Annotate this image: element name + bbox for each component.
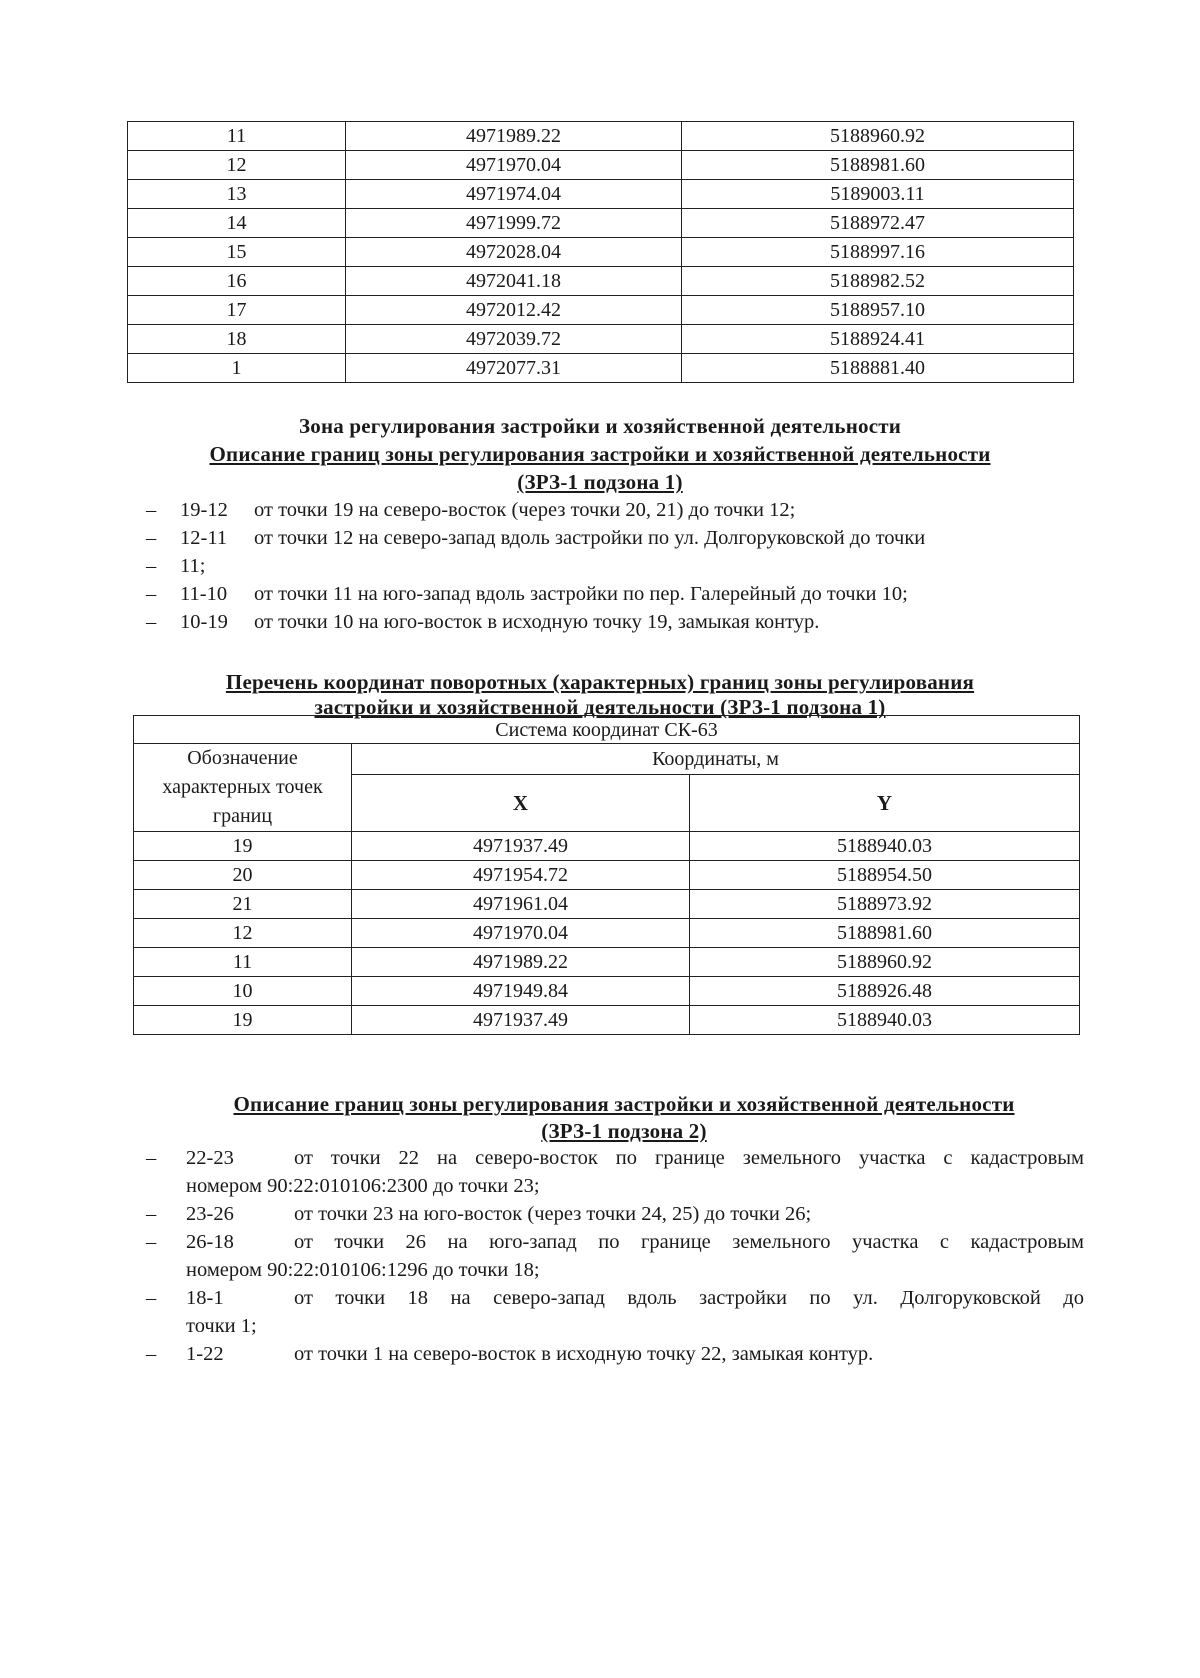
segment-code: 12-11 [180,527,228,549]
cell-point: 18 [128,325,346,354]
table-row [134,919,1080,948]
table-row [128,180,1074,209]
cell-x: 4971937.49 [352,1006,690,1035]
list-dash: – [146,1147,157,1169]
segment-text: от точки 26 на юго-запад по границе земельного участка с кадастровым [294,1231,1084,1253]
zone-subtitle-line2: (ЗРЗ-1 подзона 1) [517,470,683,494]
cell-x: 4971949.84 [352,977,690,1006]
cell-point: 11 [128,122,346,151]
cell-point: 17 [128,296,346,325]
cell-x: 4972012.42 [346,296,682,325]
segment-code: 26-18 [186,1231,234,1253]
coords-title-line1: Перечень координат поворотных (характерных) границ зоны регулирования [225,670,975,694]
coords-column-header: Координаты, м [352,744,1080,775]
list-dash: – [146,499,157,521]
coordinates-table-continued [127,121,1074,383]
segment-text: от точки 23 на юго-восток (через точки 24, 25) до точки 26; [294,1203,812,1225]
cell-point: 19 [134,832,352,861]
cell-y: 5188957.10 [682,296,1074,325]
cell-point: 12 [128,151,346,180]
table-row [128,296,1074,325]
y-column-header: Y [690,775,1080,832]
segment-code: 1-22 [186,1343,224,1365]
cell-point: 14 [128,209,346,238]
cell-y: 5189003.11 [682,180,1074,209]
list-dash: – [146,1343,157,1365]
cell-point: 1 [128,354,346,383]
cell-y: 5188997.16 [682,238,1074,267]
subzone2-title-line2: (ЗРЗ-1 подзона 2) [541,1119,707,1143]
cell-y: 5188960.92 [682,122,1074,151]
zone-subtitle-line1: Описание границ зоны регулирования застройки и хозяйственной деятельности [209,442,991,466]
segment-code: 11; [180,555,206,577]
cell-x: 4971970.04 [352,919,690,948]
cell-point: 12 [134,919,352,948]
cell-y: 5188940.03 [690,832,1080,861]
table-row [134,1006,1080,1035]
list-dash: – [146,1231,157,1253]
cell-point: 15 [128,238,346,267]
cell-point: 21 [134,890,352,919]
cell-point: 19 [134,1006,352,1035]
cell-point: 16 [128,267,346,296]
cell-y: 5188982.52 [682,267,1074,296]
segment-code: 22-23 [186,1147,234,1169]
segment-text-continuation: номером 90:22:010106:2300 до точки 23; [186,1175,540,1197]
segment-text: от точки 22 на северо-восток по границе земельного участка с кадастровым [294,1147,1084,1169]
cell-x: 4971937.49 [352,832,690,861]
cell-x: 4971970.04 [346,151,682,180]
table-row [128,209,1074,238]
table-row [134,948,1080,977]
x-column-header: X [352,775,690,832]
cell-x: 4972039.72 [346,325,682,354]
cell-y: 5188940.03 [690,1006,1080,1035]
table-row [134,977,1080,1006]
cell-x: 4971954.72 [352,861,690,890]
segment-code: 19-12 [180,499,228,521]
point-column-header: Обозначение характерных точек границ [134,744,352,832]
coordinate-system-label: Система координат СК-63 [134,716,1080,744]
table-row [128,354,1074,383]
subzone2-title-line1: Описание границ зоны регулирования застройки и хозяйственной деятельности [233,1092,1015,1116]
zone-title: Зона регулирования застройки и хозяйственной деятельности [298,414,902,438]
table-row [128,267,1074,296]
table-row [134,890,1080,919]
table-row [128,151,1074,180]
list-dash: – [146,555,157,577]
list-dash: – [146,1287,157,1309]
segment-text: от точки 19 на северо-восток (через точки 20, 21) до точки 12; [254,499,796,521]
cell-y: 5188981.60 [682,151,1074,180]
cell-y: 5188954.50 [690,861,1080,890]
cell-y: 5188924.41 [682,325,1074,354]
cell-x: 4971961.04 [352,890,690,919]
cell-x: 4971989.22 [352,948,690,977]
cell-x: 4972028.04 [346,238,682,267]
segment-code: 18-1 [186,1287,224,1309]
segment-code: 23-26 [186,1203,234,1225]
cell-y: 5188881.40 [682,354,1074,383]
cell-y: 5188960.92 [690,948,1080,977]
cell-y: 5188981.60 [690,919,1080,948]
segment-text-continuation: точки 1; [186,1315,257,1337]
coords-title-line2: застройки и хозяйственной деятельности (ЗРЗ-1 подзона 1) [314,695,886,719]
table-row [134,832,1080,861]
cell-x: 4971974.04 [346,180,682,209]
cell-point: 10 [134,977,352,1006]
list-dash: – [146,583,157,605]
cell-x: 4972077.31 [346,354,682,383]
table-row [128,122,1074,151]
cell-x: 4971989.22 [346,122,682,151]
segment-code: 11-10 [180,583,228,605]
cell-x: 4972041.18 [346,267,682,296]
table-row [134,861,1080,890]
cell-y: 5188973.92 [690,890,1080,919]
segment-code: 10-19 [180,611,228,633]
coordinates-table-subzone-1 [133,715,1080,1035]
segment-text: от точки 12 на северо-запад вдоль застройки по ул. Долгоруковской до точки [254,527,926,549]
list-dash: – [146,1203,157,1225]
segment-text: от точки 10 на юго-восток в исходную точку 19, замыкая контур. [254,611,820,633]
list-dash: – [146,527,157,549]
cell-point: 20 [134,861,352,890]
cell-point: 13 [128,180,346,209]
table-row [128,325,1074,354]
segment-text: от точки 1 на северо-восток в исходную точку 22, замыкая контур. [294,1343,874,1365]
segment-text: от точки 11 на юго-запад вдоль застройки по пер. Галерейный до точки 10; [254,583,908,605]
list-dash: – [146,611,157,633]
cell-point: 11 [134,948,352,977]
cell-y: 5188972.47 [682,209,1074,238]
cell-y: 5188926.48 [690,977,1080,1006]
table-row [128,238,1074,267]
cell-x: 4971999.72 [346,209,682,238]
segment-text-continuation: номером 90:22:010106:1296 до точки 18; [186,1259,540,1281]
segment-text: от точки 18 на северо-запад вдоль застройки по ул. Долгоруковской до [294,1287,1084,1309]
